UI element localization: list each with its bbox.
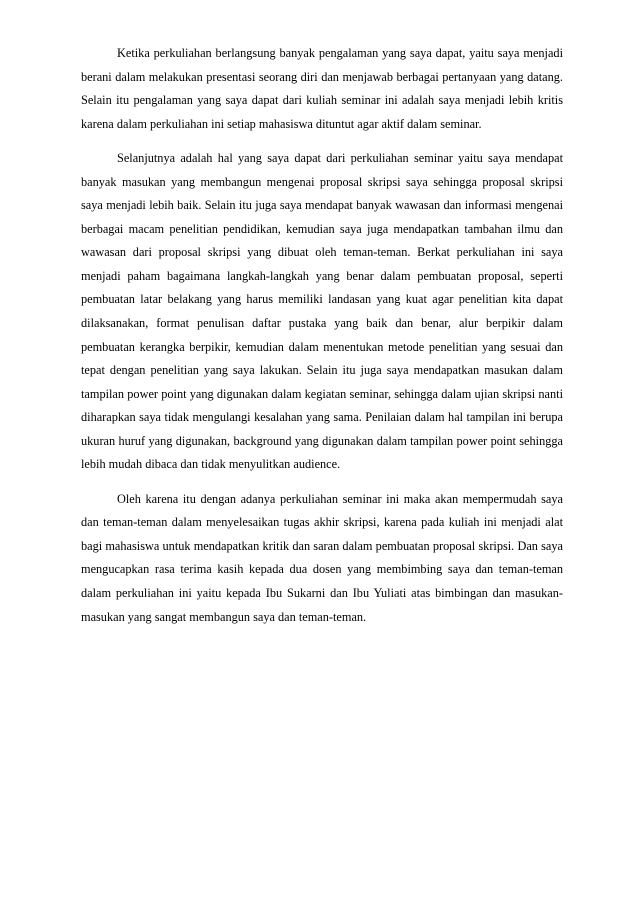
body-text [81,42,563,640]
paragraph-2: Selanjutnya adalah hal yang saya dapat dari perkuliahan seminar yaitu saya mendapat banyak masukan yang membangun mengenai proposal skripsi saya sehingga proposal skripsi saya menjadi lebih baik. Selain itu juga saya mendapat banyak wawasan dan informasi mengenai berbagai macam penelitian pendidikan, kemudian saya juga mendapatkan tambahan ilmu dan wawasan dari proposal skripsi yang dibuat oleh teman-teman. Berkat perkuliahan ini saya menjadi paham bagaimana langkah-langkah yang benar dalam pembuatan proposal, seperti pembuatan latar belakang yang harus memiliki landasan yang kuat agar penelitian kita dapat dilaksanakan, format penulisan daftar pustaka yang baik dan benar, alur berpikir dalam pembuatan kerangka berpikir, kemudian dalam menentukan metode penelitian yang sesuai dan tepat dengan penelitian yang saya lakukan. Selain itu juga saya mendapatkan masukan dalam tampilan power point yang digunakan dalam kegiatan seminar, sehingga dalam ujian skripsi nanti diharapkan saya tidak mengulangi kesalahan yang sama. Penilaian dalam hal tampilan ini berupa ukuran huruf yang digunakan, background yang digunakan dalam tampilan power point sehingga lebih mudah dibaca dan tidak menyulitkan audience. [81,151,563,472]
paragraph-1: Ketika perkuliahan berlangsung banyak pengalaman yang saya dapat, yaitu saya menjadi berani dalam melakukan presentasi seorang diri dan menjawab berbagai pertanyaan yang datang. Selain itu pengalaman yang saya dapat dari kuliah seminar ini adalah saya menjadi lebih kritis karena dalam perkuliahan ini setiap mahasiswa dituntut agar aktif dalam seminar. [81,46,563,131]
paragraph-3: Oleh karena itu dengan adanya perkuliahan seminar ini maka akan mempermudah saya dan teman-teman dalam menyelesaikan tugas akhir skripsi, karena pada kuliah ini menjadi alat bagi mahasiswa untuk mendapatkan kritik dan saran dalam pembuatan proposal skripsi. Dan saya mengucapkan rasa terima kasih kepada dua dosen yang membimbing saya dan teman-teman dalam perkuliahan ini yaitu kepada Ibu Sukarni dan Ibu Yuliati atas bimbingan dan masukan-masukan yang sangat membangun saya dan teman-teman. [81,491,563,624]
